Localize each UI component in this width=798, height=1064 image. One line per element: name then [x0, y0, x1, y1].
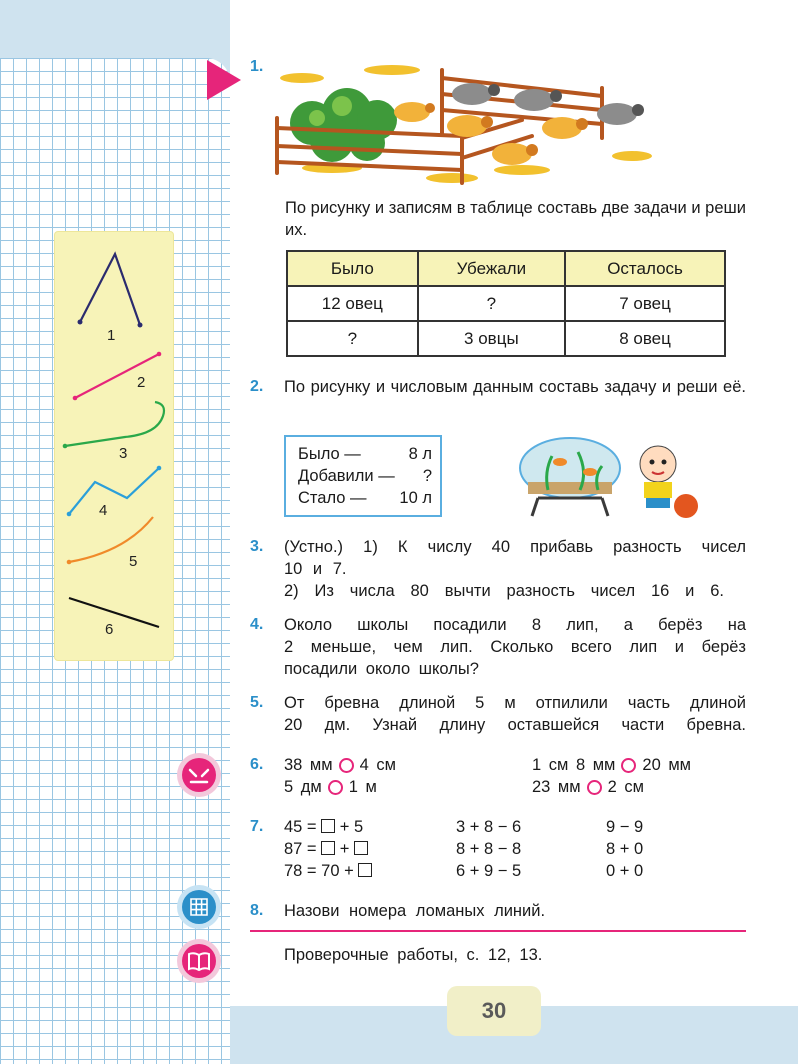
task-1-marker [207, 60, 241, 100]
equation: 87 = + [284, 838, 368, 860]
task-2-number: 2. [250, 378, 264, 395]
expression: 8 + 8 − 8 [456, 840, 522, 858]
comparison-item: 23 мм 2 см [532, 778, 644, 796]
task-8-text: Назови номера ломаных линий. [284, 902, 546, 920]
equation: 78 = 70 + [284, 860, 372, 882]
compare-circle[interactable] [587, 780, 602, 795]
task-4-line-2: 2 меньше, чем лип. Сколько всего лип и берёз [284, 638, 746, 656]
task-5-line-1: От бревна длиной 5 м отпилили часть длиной [284, 694, 746, 712]
expression: 3 + 8 − 6 [456, 818, 522, 836]
broken-line-2 [75, 354, 159, 398]
task-2-text: По рисунку и числовым данным составь задачу и реши её. [284, 378, 746, 396]
blank-square[interactable] [321, 819, 335, 833]
task-2-data-box [284, 435, 442, 517]
compare-circle[interactable] [328, 780, 343, 795]
table-cell: 7 овец [565, 286, 725, 321]
comparison-item: 5 дм 1 м [284, 778, 377, 796]
expression: 6 + 9 − 5 [456, 862, 522, 880]
footer-reference: Проверочные работы, с. 12, 13. [284, 946, 543, 964]
task-3-number: 3. [250, 538, 264, 555]
sheep-pen-illustration [272, 58, 652, 188]
broken-line-4 [69, 468, 159, 514]
line-label-3: 3 [119, 445, 128, 462]
mental-math-icon [176, 752, 222, 798]
data-row: Было — 8 л [298, 445, 432, 463]
task-8-number: 8. [250, 902, 264, 919]
line-label-2: 2 [137, 374, 146, 391]
task-7-number: 7. [250, 818, 264, 835]
task-3-line-2: 10 и 7. [284, 560, 347, 578]
aquarium-boy-illustration [518, 432, 704, 522]
task-3-line-1: (Устно.) 1) К числу 40 прибавь разность чисел [284, 538, 746, 556]
grid-task-icon [176, 884, 222, 930]
table-cell: 8 овец [565, 321, 725, 356]
task-5-number: 5. [250, 694, 264, 711]
table-header-was: Было [287, 251, 418, 286]
workbook-icon [176, 938, 222, 984]
section-divider [250, 930, 746, 932]
line-label-5: 5 [129, 553, 138, 570]
task-1-text: По рисунку и записям в таблице составь две задачи и реши их. [285, 199, 746, 239]
broken-line-5 [69, 517, 153, 562]
line-label-6: 6 [105, 621, 114, 638]
task-3-line-3: 2) Из числа 80 вычти разность чисел 16 и 6. [284, 582, 724, 600]
table-header-ran-away: Убежали [418, 251, 565, 286]
table-header-left: Осталось [565, 251, 725, 286]
task-1-table [286, 250, 726, 357]
comparison-item: 1 см 8 мм 20 мм [532, 756, 692, 774]
broken-lines-card [55, 232, 173, 660]
table-row [287, 321, 725, 356]
page-number: 30 [447, 986, 541, 1036]
blank-square[interactable] [354, 841, 368, 855]
data-row: Стало — 10 л [298, 489, 432, 507]
broken-line-1 [80, 254, 140, 325]
blank-square[interactable] [321, 841, 335, 855]
table-cell: ? [287, 321, 418, 356]
task-6-number: 6. [250, 756, 264, 773]
task-4-line-3: посадили около школы? [284, 660, 479, 678]
table-row [287, 286, 725, 321]
expression: 8 + 0 [606, 840, 644, 858]
table-cell: 12 овец [287, 286, 418, 321]
comparison-item: 38 мм 4 см [284, 756, 396, 774]
broken-line-6 [69, 598, 159, 627]
expression: 9 − 9 [606, 818, 644, 836]
compare-circle[interactable] [339, 758, 354, 773]
broken-line-3 [65, 402, 164, 446]
expression: 0 + 0 [606, 862, 644, 880]
blank-square[interactable] [358, 863, 372, 877]
task-4-line-1: Около школы посадили 8 лип, а берёз на [284, 616, 746, 634]
broken-lines-drawing [55, 232, 173, 660]
equation: 45 = + 5 [284, 818, 364, 836]
task-1-number: 1. [250, 58, 264, 75]
line-label-4: 4 [99, 502, 108, 519]
table-cell: 3 овцы [418, 321, 565, 356]
line-label-1: 1 [107, 327, 116, 344]
data-row: Добавили — ? [298, 467, 432, 485]
task-5-line-2: 20 дм. Узнай длину оставшейся части бревна. [284, 716, 746, 734]
compare-circle[interactable] [621, 758, 636, 773]
table-cell: ? [418, 286, 565, 321]
task-4-number: 4. [250, 616, 264, 633]
